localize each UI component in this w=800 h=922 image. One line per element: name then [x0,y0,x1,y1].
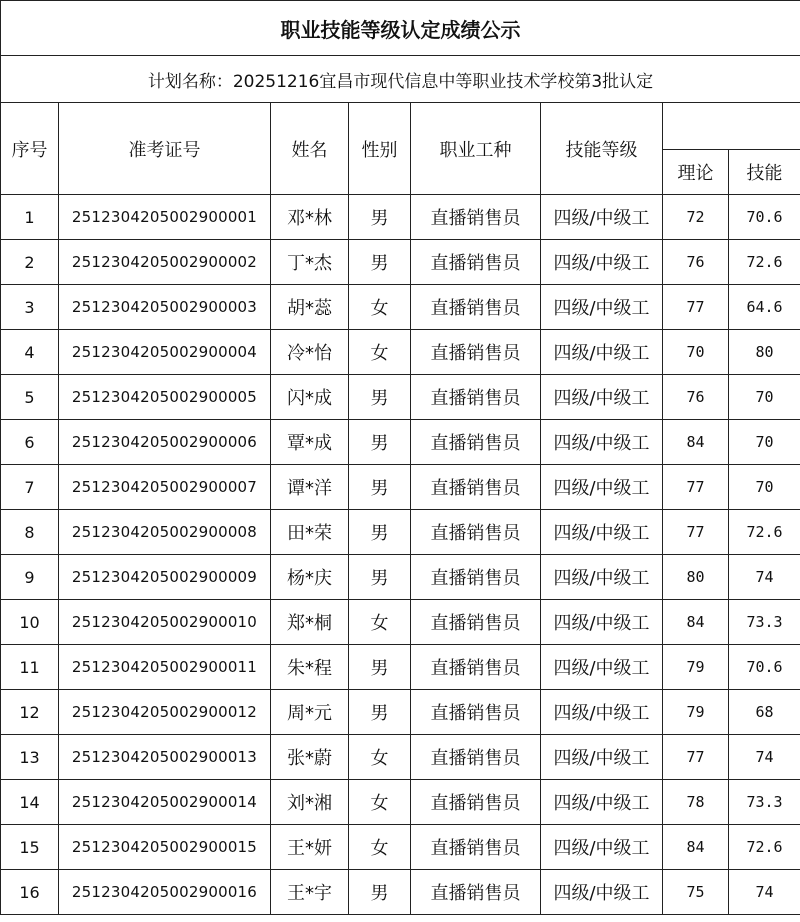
cell-ticket: 2512304205002900016 [59,870,271,915]
cell-seq: 4 [1,330,59,375]
cell-level: 四级/中级工 [541,510,663,555]
cell-theory: 76 [663,375,729,420]
table-row [1,645,800,690]
cell-level: 四级/中级工 [541,600,663,645]
cell-level: 四级/中级工 [541,375,663,420]
plan-name: 计划名称：20251216宜昌市现代信息中等职业技术学校第3批认定 [1,56,800,103]
cell-level: 四级/中级工 [541,195,663,240]
cell-theory: 80 [663,555,729,600]
header-score-group [663,103,800,150]
table-row [1,870,800,915]
cell-theory: 75 [663,870,729,915]
table-row [1,375,800,420]
cell-skill: 80 [729,330,800,375]
cell-job: 直播销售员 [411,555,541,600]
cell-theory: 79 [663,645,729,690]
cell-seq: 7 [1,465,59,510]
cell-name: 谭*洋 [271,465,349,510]
cell-seq: 15 [1,825,59,870]
cell-gender: 男 [349,375,411,420]
cell-ticket: 2512304205002900011 [59,645,271,690]
table-row [1,240,800,285]
table-row [1,555,800,600]
cell-name: 覃*成 [271,420,349,465]
cell-job: 直播销售员 [411,870,541,915]
cell-gender: 男 [349,510,411,555]
cell-gender: 男 [349,195,411,240]
cell-seq: 5 [1,375,59,420]
cell-name: 胡*蕊 [271,285,349,330]
cell-skill: 74 [729,735,800,780]
cell-skill: 72.6 [729,240,800,285]
table-row [1,420,800,465]
cell-skill: 74 [729,555,800,600]
cell-level: 四级/中级工 [541,555,663,600]
cell-skill: 72.6 [729,825,800,870]
cell-ticket: 2512304205002900003 [59,285,271,330]
cell-gender: 男 [349,465,411,510]
cell-gender: 女 [349,600,411,645]
cell-ticket: 2512304205002900015 [59,825,271,870]
cell-job: 直播销售员 [411,285,541,330]
cell-level: 四级/中级工 [541,780,663,825]
cell-seq: 8 [1,510,59,555]
cell-skill: 70.6 [729,645,800,690]
cell-theory: 70 [663,330,729,375]
cell-gender: 女 [349,330,411,375]
cell-name: 王*妍 [271,825,349,870]
page-title: 职业技能等级认定成绩公示 [1,1,800,56]
cell-skill: 72.6 [729,510,800,555]
cell-level: 四级/中级工 [541,285,663,330]
cell-job: 直播销售员 [411,600,541,645]
cell-skill: 70 [729,375,800,420]
cell-name: 刘*湘 [271,780,349,825]
table-row [1,285,800,330]
cell-theory: 77 [663,465,729,510]
cell-seq: 2 [1,240,59,285]
cell-level: 四级/中级工 [541,870,663,915]
cell-ticket: 2512304205002900007 [59,465,271,510]
header-theory: 理论 [663,150,729,195]
cell-gender: 男 [349,690,411,735]
cell-level: 四级/中级工 [541,240,663,285]
cell-seq: 10 [1,600,59,645]
cell-ticket: 2512304205002900008 [59,510,271,555]
cell-level: 四级/中级工 [541,825,663,870]
header-gender: 性别 [349,103,411,195]
table-row [1,600,800,645]
table-row [1,330,800,375]
cell-name: 张*蔚 [271,735,349,780]
table-row [1,825,800,870]
cell-name: 朱*程 [271,645,349,690]
cell-ticket: 2512304205002900009 [59,555,271,600]
cell-seq: 12 [1,690,59,735]
header-level: 技能等级 [541,103,663,195]
cell-job: 直播销售员 [411,510,541,555]
cell-gender: 男 [349,420,411,465]
cell-gender: 女 [349,825,411,870]
cell-job: 直播销售员 [411,780,541,825]
cell-theory: 77 [663,510,729,555]
cell-seq: 13 [1,735,59,780]
cell-level: 四级/中级工 [541,735,663,780]
cell-gender: 男 [349,555,411,600]
cell-seq: 1 [1,195,59,240]
cell-job: 直播销售员 [411,645,541,690]
cell-skill: 64.6 [729,285,800,330]
cell-skill: 68 [729,690,800,735]
cell-seq: 3 [1,285,59,330]
cell-ticket: 2512304205002900001 [59,195,271,240]
cell-theory: 84 [663,600,729,645]
cell-seq: 16 [1,870,59,915]
table-row [1,510,800,555]
cell-skill: 70 [729,420,800,465]
cell-gender: 女 [349,780,411,825]
cell-theory: 78 [663,780,729,825]
cell-name: 冷*怡 [271,330,349,375]
cell-theory: 84 [663,420,729,465]
cell-name: 田*荣 [271,510,349,555]
cell-ticket: 2512304205002900013 [59,735,271,780]
cell-ticket: 2512304205002900006 [59,420,271,465]
cell-level: 四级/中级工 [541,330,663,375]
cell-name: 郑*桐 [271,600,349,645]
cell-theory: 77 [663,735,729,780]
cell-level: 四级/中级工 [541,645,663,690]
header-job: 职业工种 [411,103,541,195]
cell-seq: 9 [1,555,59,600]
cell-ticket: 2512304205002900014 [59,780,271,825]
cell-job: 直播销售员 [411,825,541,870]
cell-seq: 6 [1,420,59,465]
cell-name: 王*宇 [271,870,349,915]
cell-job: 直播销售员 [411,195,541,240]
cell-name: 闪*成 [271,375,349,420]
cell-theory: 77 [663,285,729,330]
cell-level: 四级/中级工 [541,690,663,735]
cell-gender: 男 [349,870,411,915]
header-ticket: 准考证号 [59,103,271,195]
table-row [1,780,800,825]
cell-gender: 男 [349,240,411,285]
cell-job: 直播销售员 [411,465,541,510]
cell-name: 丁*杰 [271,240,349,285]
cell-skill: 73.3 [729,780,800,825]
cell-job: 直播销售员 [411,735,541,780]
header-skill: 技能 [729,150,800,195]
table-row [1,195,800,240]
cell-name: 周*元 [271,690,349,735]
cell-name: 杨*庆 [271,555,349,600]
cell-ticket: 2512304205002900012 [59,690,271,735]
cell-ticket: 2512304205002900010 [59,600,271,645]
cell-gender: 女 [349,735,411,780]
cell-job: 直播销售员 [411,330,541,375]
cell-ticket: 2512304205002900004 [59,330,271,375]
cell-skill: 70.6 [729,195,800,240]
cell-name: 邓*林 [271,195,349,240]
cell-skill: 73.3 [729,600,800,645]
cell-skill: 70 [729,465,800,510]
cell-gender: 女 [349,285,411,330]
cell-level: 四级/中级工 [541,420,663,465]
cell-theory: 79 [663,690,729,735]
table-row [1,690,800,735]
cell-job: 直播销售员 [411,375,541,420]
cell-seq: 11 [1,645,59,690]
table-row [1,735,800,780]
cell-ticket: 2512304205002900002 [59,240,271,285]
cell-job: 直播销售员 [411,690,541,735]
table-row [1,465,800,510]
cell-theory: 76 [663,240,729,285]
cell-job: 直播销售员 [411,240,541,285]
cell-theory: 84 [663,825,729,870]
cell-theory: 72 [663,195,729,240]
cell-job: 直播销售员 [411,420,541,465]
cell-skill: 74 [729,870,800,915]
header-name: 姓名 [271,103,349,195]
cell-ticket: 2512304205002900005 [59,375,271,420]
cell-seq: 14 [1,780,59,825]
cell-gender: 男 [349,645,411,690]
header-seq: 序号 [1,103,59,195]
cell-level: 四级/中级工 [541,465,663,510]
